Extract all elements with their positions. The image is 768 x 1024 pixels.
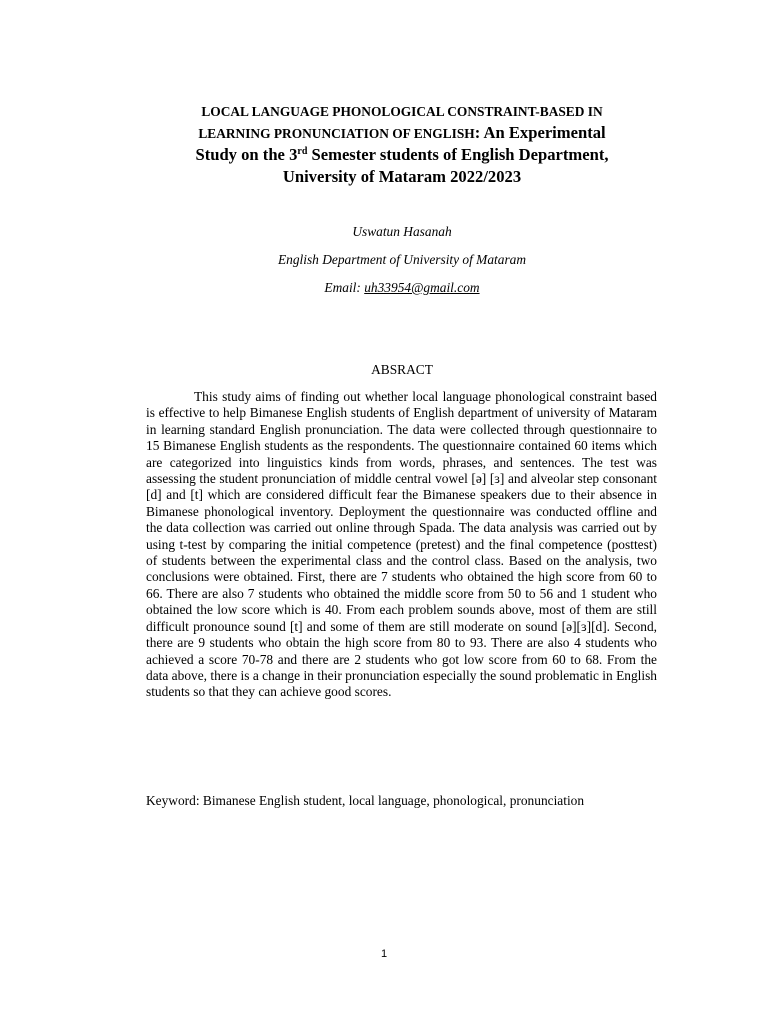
title-subtitle-start: An Experimental (483, 123, 606, 142)
title-line-1: LOCAL LANGUAGE PHONOLOGICAL CONSTRAINT-BASED IN (201, 104, 603, 119)
title-ordinal-sup: rd (297, 146, 308, 157)
paper-title (146, 101, 658, 188)
title-line-2: LEARNING PRONUNCIATION OF ENGLISH (198, 126, 475, 141)
author-email (146, 279, 658, 297)
title-colon: : (474, 123, 484, 142)
title-line-3-rest: Semester students of English Department, (307, 145, 609, 164)
author-name: Uswatun Hasanah (352, 224, 452, 239)
keywords-line: Keyword: Bimanese English student, local language, phonological, pronunciation (146, 793, 585, 808)
abstract-body: This study aims of finding out whether local language phonological constraint based is effective to help Bimanese English students of English department of university of Mataram in learning standard English pronunciation. The data were collected through questionnaire to 15 Bimanese English students as the respondents. The questionnaire contained 60 items which are categorized into linguistics kinds from words, phrases, and sentences. The test was assessing the student pronunciation of middle central vowel [ə] [ɜ] and alveolar step consonant [d] and [t] which are considered difficult fear the Bimanese speakers due to their absence in Bimanese phonological inventory. Deployment the questionnaire was conducted offline and the data collection was carried out online through Spada. The data analysis was carried out by using t-test by comparing the initial competence (pretest) and the final competence (posttest) of students between the experimental class and the control class. Based on the analysis, two conclusions were obtained. First, there are 7 students who obtained the high score from 60 to 66. There are also 7 students who obtained the middle score from 50 to 56 and 1 student who obtained the low score which is 40. From each problem sounds above, most of them are still difficult pronounce sound [t] and some of them are still moderate on sound [ə][ɜ][d]. Second, there are 9 students who obtain the high score from 80 to 93. There are also 4 students who achieved a score 70-78 and there are 2 students who got low score from 60 to 68. From the data above, there is a change in their pronunciation especially the sound problematic in English students so that they can achieve good scores. (146, 389, 657, 700)
title-line-4: University of Mataram 2022/2023 (282, 167, 522, 186)
abstract-heading: ABSRACT (371, 362, 433, 377)
email-label: Email: (324, 280, 365, 295)
author-affiliation: English Department of University of Mataram (277, 252, 527, 267)
email-link[interactable]: uh33954@gmail.com (364, 280, 480, 295)
page-number: 1 (380, 948, 388, 960)
title-line-3: Study on the 3 (195, 145, 298, 164)
